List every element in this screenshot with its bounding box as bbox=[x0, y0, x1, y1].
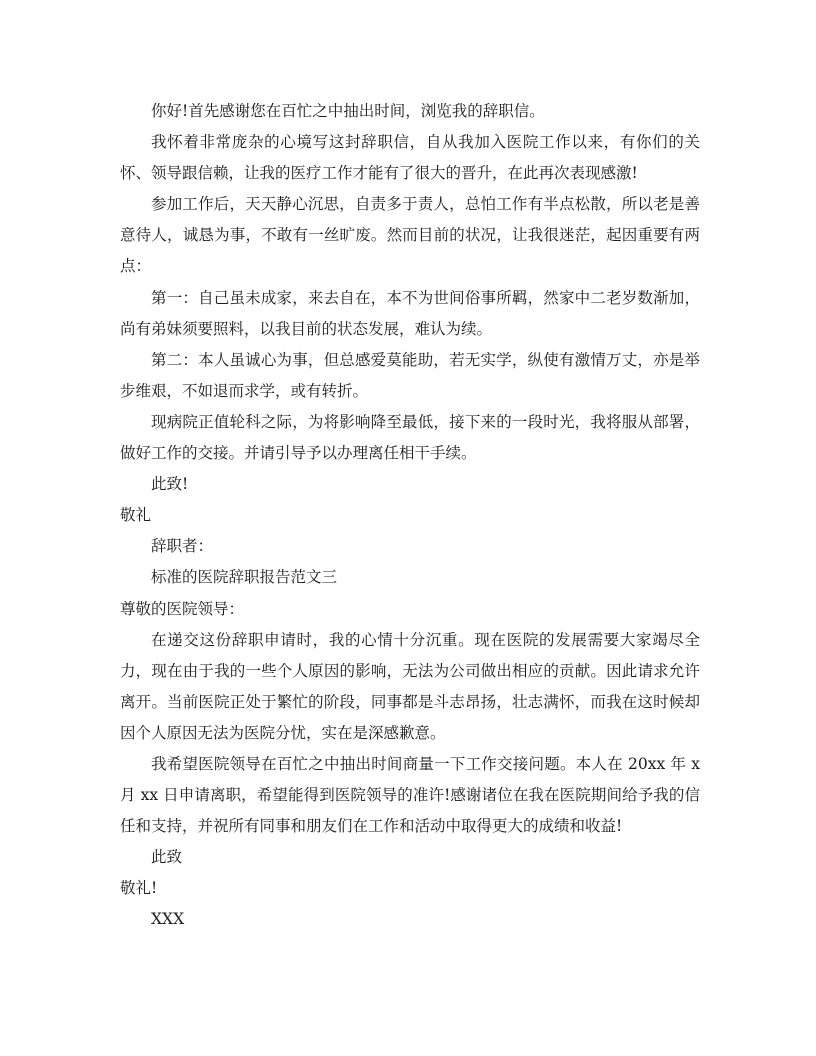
letter2-salute: 敬礼! bbox=[120, 879, 158, 898]
letter1-paragraph-6: 现病院正值轮科之际，为将影响降至最低，接下来的一段时光，我将服从部署，做好工作的交接。并请引导予以办理离任相干手续。 bbox=[120, 412, 700, 463]
document-page bbox=[120, 96, 700, 936]
letter2-signature: XXX bbox=[151, 910, 185, 929]
section-title: 标准的医院辞职报告范文三 bbox=[151, 568, 338, 587]
letter1-signature: 辞职者： bbox=[151, 537, 214, 556]
letter2-closing: 此致 bbox=[151, 848, 183, 867]
letter1-paragraph-3: 参加工作后，天天静心沉思，自责多于责人，总怕工作有半点松散，所以老是善意待人，诚恳为事，不敢有一丝旷废。然而目前的状况，让我很迷茫，起因重要有两点： bbox=[120, 195, 700, 276]
letter1-paragraph-1: 你好!首先感谢您在百忙之中抽出时间，浏览我的辞职信。 bbox=[151, 102, 545, 120]
letter2-paragraph-1: 在递交这份辞职申请时，我的心情十分沉重。现在医院的发展需要大家竭尽全力，现在由于我的一些个人原因的影响，无法为公司做出相应的贡献。因此请求允许离开。当前医院正处于繁忙的阶段，同事都是斗志昂扬，壮志满怀，而我在这时候却因个人原因无法为医院分忧，实在是深感歉意。 bbox=[120, 630, 700, 742]
letter1-paragraph-4: 第一：自己虽未成家，来去自在，本不为世间俗事所羁，然家中二老岁数渐加，尚有弟妹须要照料，以我目前的状态发展，难认为续。 bbox=[120, 288, 700, 338]
letter1-salute: 敬礼 bbox=[120, 506, 152, 525]
letter1-paragraph-2: 我怀着非常庞杂的心境写这封辞职信，自从我加入医院工作以来，有你们的关怀、领导跟信赖，让我的医疗工作才能有了很大的晋升，在此再次表现感激! bbox=[120, 133, 700, 183]
letter2-greeting: 尊敬的医院领导： bbox=[120, 599, 245, 618]
letter1-paragraph-5: 第二：本人虽诚心为事，但总感爱莫能助，若无实学，纵使有激情万丈，亦是举步维艰，不如退而求学，或有转折。 bbox=[120, 350, 700, 400]
letter1-closing: 此致! bbox=[151, 475, 189, 494]
letter2-paragraph-2: 我希望医院领导在百忙之中抽出时间商量一下工作交接问题。本人在 20xx 年 x 月 xx 日申请离职，希望能得到医院领导的准许!感谢诸位在我在医院期间给予我的信任和支持，并祝所有同事和朋友们在工作和活动中取得更大的成绩和收益! bbox=[120, 754, 700, 836]
